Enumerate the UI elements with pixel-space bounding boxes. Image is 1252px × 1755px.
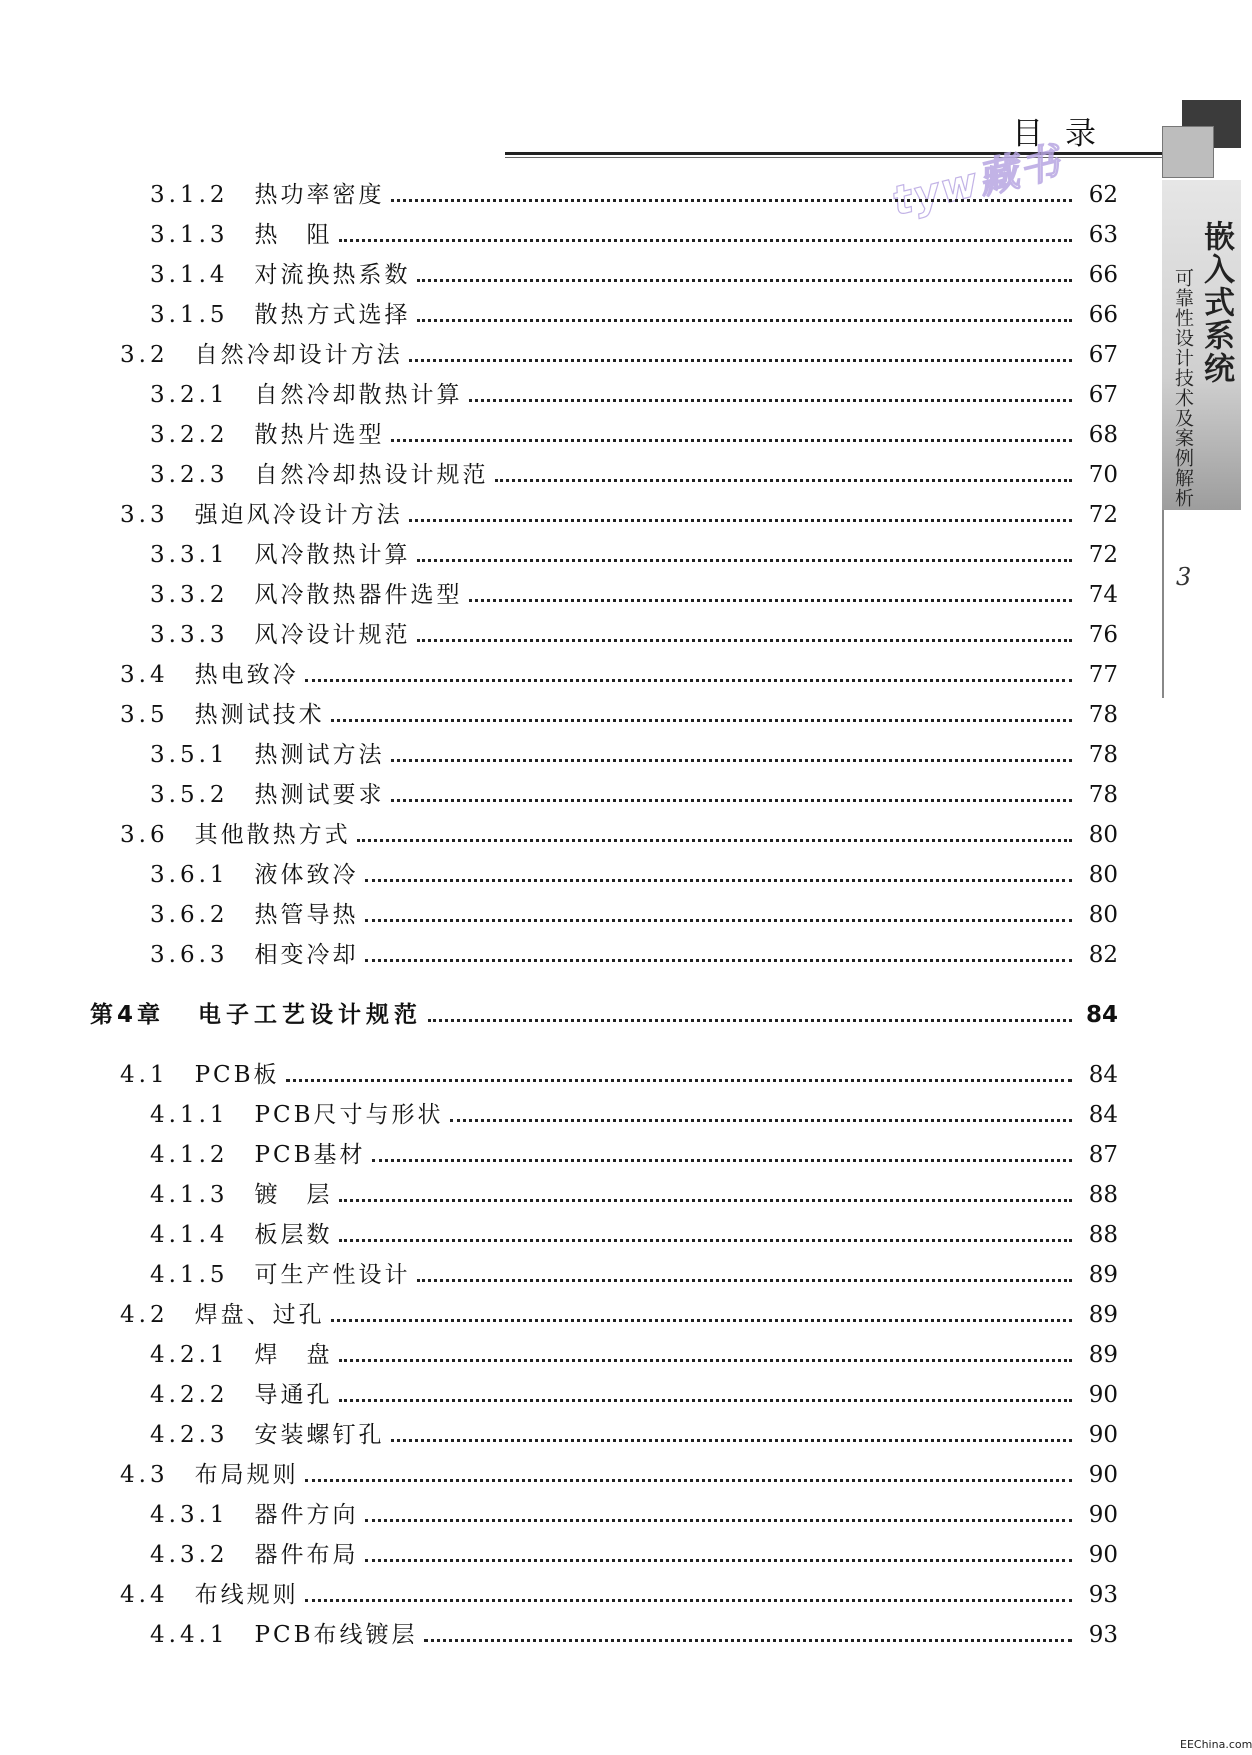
toc-entry-title: 镀 层 xyxy=(254,1182,333,1208)
dot-leader xyxy=(365,958,1072,962)
toc-entry-title: 相变冷却 xyxy=(254,942,359,968)
dot-leader xyxy=(331,1318,1072,1322)
dot-leader xyxy=(365,878,1072,882)
toc-entry-page: 77 xyxy=(1088,662,1118,688)
toc-entry-number: 4.1.1 xyxy=(150,1102,229,1128)
toc-entry-title: 液体致冷 xyxy=(254,862,359,888)
toc-entry-title: 焊盘、过孔 xyxy=(194,1302,325,1328)
toc-entry[interactable] xyxy=(120,696,1118,728)
toc-entry[interactable] xyxy=(150,1536,1118,1568)
dot-leader xyxy=(417,1278,1072,1282)
toc-entry-number: 3.6.2 xyxy=(150,902,229,928)
toc-entry-page: 72 xyxy=(1088,542,1118,568)
toc-entry-number: 4.2.1 xyxy=(150,1342,229,1368)
dot-leader xyxy=(417,638,1072,642)
toc-entry[interactable] xyxy=(150,1136,1118,1168)
toc-entry[interactable] xyxy=(150,296,1118,328)
toc-entry-title: 器件方向 xyxy=(254,1502,359,1528)
toc-entry-number: 3.2.1 xyxy=(150,382,229,408)
toc-entry-number: 3.6.3 xyxy=(150,942,229,968)
toc-entry-page: 93 xyxy=(1088,1582,1118,1608)
toc-entry-page: 62 xyxy=(1088,182,1118,208)
toc-entry-title: 风冷散热计算 xyxy=(254,542,411,568)
dot-leader xyxy=(339,1238,1072,1242)
toc-entry-number: 3.1.2 xyxy=(150,182,229,208)
toc-entry-title: 安装螺钉孔 xyxy=(254,1422,385,1448)
toc-entry-title: 热功率密度 xyxy=(254,182,385,208)
toc-entry-title: 导通孔 xyxy=(254,1382,333,1408)
toc-entry-number: 4.3.2 xyxy=(150,1542,229,1568)
dot-leader xyxy=(339,1398,1072,1402)
dot-leader xyxy=(339,238,1072,242)
toc-entry-page: 90 xyxy=(1088,1422,1118,1448)
toc-entry-number: 3.5.2 xyxy=(150,782,229,808)
toc-entry-title: 对流换热系数 xyxy=(254,262,411,288)
toc-entry-title: 布线规则 xyxy=(194,1582,299,1608)
toc-entry-title: 散热片选型 xyxy=(254,422,385,448)
dot-leader xyxy=(417,558,1072,562)
toc-entry-title: 焊 盘 xyxy=(254,1342,333,1368)
toc-entry-number: 4.1 xyxy=(120,1062,169,1088)
toc-entry[interactable] xyxy=(150,1256,1118,1288)
toc-entry-page: 87 xyxy=(1088,1142,1118,1168)
toc-entry-title: PCB板 xyxy=(194,1062,280,1088)
dot-leader xyxy=(305,1598,1072,1602)
toc-entry-page: 84 xyxy=(1088,1062,1118,1088)
toc-entry-title: 风冷设计规范 xyxy=(254,622,411,648)
toc-entry-number: 4.2.2 xyxy=(150,1382,229,1408)
toc-entry-page: 88 xyxy=(1088,1222,1118,1248)
toc-entry-page: 70 xyxy=(1088,462,1118,488)
toc-entry-title: 散热方式选择 xyxy=(254,302,411,328)
toc-entry-page: 90 xyxy=(1088,1502,1118,1528)
toc-entry[interactable] xyxy=(150,256,1118,288)
toc-entry-number: 3.3 xyxy=(120,502,169,528)
toc-entry[interactable] xyxy=(150,936,1118,968)
toc-entry[interactable] xyxy=(120,1296,1118,1328)
toc-entry-number: 4.4.1 xyxy=(150,1622,229,1648)
toc-entry[interactable] xyxy=(150,776,1118,808)
toc-entry-page: 88 xyxy=(1088,1182,1118,1208)
toc-entry-page: 66 xyxy=(1088,302,1118,328)
dot-leader xyxy=(417,318,1072,322)
dot-leader xyxy=(365,1518,1072,1522)
toc-entry-title: 热测试技术 xyxy=(194,702,325,728)
toc-entry[interactable] xyxy=(150,1176,1118,1208)
dot-leader xyxy=(339,1358,1072,1362)
toc-entry-page: 90 xyxy=(1088,1382,1118,1408)
toc-entry-number: 4.1.5 xyxy=(150,1262,229,1288)
side-tab-subtitle: 可靠性设计技术及案例解析 xyxy=(1172,268,1194,508)
toc-entry[interactable] xyxy=(120,336,1118,368)
toc-entry-page: 68 xyxy=(1088,422,1118,448)
toc-entry-page: 74 xyxy=(1088,582,1118,608)
dot-leader xyxy=(417,278,1072,282)
toc-entry[interactable] xyxy=(150,176,1118,208)
dot-leader xyxy=(469,598,1072,602)
toc-entry-page: 80 xyxy=(1088,822,1118,848)
dot-leader xyxy=(391,758,1072,762)
toc-entry-number: 第4章 xyxy=(90,1002,165,1028)
toc-entry-title: PCB基材 xyxy=(254,1142,366,1168)
dot-leader xyxy=(469,398,1072,402)
dot-leader xyxy=(305,678,1072,682)
toc-entry-page: 80 xyxy=(1088,902,1118,928)
toc-entry-title: 板层数 xyxy=(254,1222,333,1248)
toc-entry-number: 4.2.3 xyxy=(150,1422,229,1448)
toc-entry-title: 自然冷却热设计规范 xyxy=(254,462,489,488)
toc-entry-number: 3.5.1 xyxy=(150,742,229,768)
toc-entry[interactable] xyxy=(150,216,1118,248)
toc-entry[interactable] xyxy=(120,656,1118,688)
toc-entry[interactable] xyxy=(150,736,1118,768)
dot-leader xyxy=(391,198,1072,202)
dot-leader xyxy=(495,478,1072,482)
toc-entry-title: 热 阻 xyxy=(254,222,333,248)
toc-entry[interactable] xyxy=(150,616,1118,648)
toc-entry-page: 89 xyxy=(1088,1262,1118,1288)
dot-leader xyxy=(305,1478,1072,1482)
toc-entry-page: 66 xyxy=(1088,262,1118,288)
footer-credit: EEChina.com xyxy=(1180,1738,1252,1751)
toc-entry[interactable] xyxy=(150,1216,1118,1248)
toc-entry-title: 布局规则 xyxy=(194,1462,299,1488)
toc-entry-number: 4.2 xyxy=(120,1302,169,1328)
dot-leader xyxy=(365,1558,1072,1562)
dot-leader xyxy=(428,1018,1072,1022)
toc-entry-title: 热电致冷 xyxy=(194,662,299,688)
toc-entry[interactable] xyxy=(150,1416,1118,1448)
toc-entry-page: 89 xyxy=(1088,1302,1118,1328)
toc-entry-page: 67 xyxy=(1088,382,1118,408)
toc-entry-page: 72 xyxy=(1088,502,1118,528)
dot-leader xyxy=(365,918,1072,922)
toc-entry-page: 80 xyxy=(1088,862,1118,888)
toc-entry[interactable] xyxy=(120,1576,1118,1608)
toc-entry-number: 4.1.2 xyxy=(150,1142,229,1168)
dot-leader xyxy=(286,1078,1072,1082)
dot-leader xyxy=(331,718,1072,722)
page-title: 目录 xyxy=(1012,116,1118,152)
toc-entry-page: 90 xyxy=(1088,1462,1118,1488)
toc-entry-page: 63 xyxy=(1088,222,1118,248)
toc-entry-page: 67 xyxy=(1088,342,1118,368)
toc-entry-number: 3.3.1 xyxy=(150,542,229,568)
toc-entry-number: 3.2.2 xyxy=(150,422,229,448)
toc-entry[interactable] xyxy=(150,456,1118,488)
dot-leader xyxy=(372,1158,1072,1162)
toc-chapter-entry[interactable] xyxy=(90,996,1118,1028)
toc-entry[interactable] xyxy=(150,376,1118,408)
toc-entry-page: 84 xyxy=(1085,1002,1118,1028)
toc-entry[interactable] xyxy=(150,1336,1118,1368)
toc-entry[interactable] xyxy=(120,1456,1118,1488)
toc-entry-title: 热测试要求 xyxy=(254,782,385,808)
toc-entry[interactable] xyxy=(120,816,1118,848)
dot-leader xyxy=(409,358,1072,362)
side-tab-brand: 嵌入式系统 xyxy=(1198,220,1234,385)
toc-entry-title: 热测试方法 xyxy=(254,742,385,768)
toc-entry-page: 78 xyxy=(1088,782,1118,808)
dot-leader xyxy=(409,518,1072,522)
toc-entry[interactable] xyxy=(120,1056,1118,1088)
toc-entry-title: 电子工艺设计规范 xyxy=(198,1002,423,1028)
toc-entry-number: 3.1.4 xyxy=(150,262,229,288)
watermark-stamp: tyw藏书 xyxy=(887,138,1067,226)
dot-leader xyxy=(391,798,1072,802)
dot-leader xyxy=(450,1118,1072,1122)
dot-leader xyxy=(424,1638,1072,1642)
toc-entry[interactable] xyxy=(150,1616,1118,1648)
dot-leader xyxy=(391,438,1072,442)
toc-entry-number: 4.1.3 xyxy=(150,1182,229,1208)
toc-entry[interactable] xyxy=(150,856,1118,888)
toc-entry-number: 3.6 xyxy=(120,822,169,848)
dot-leader xyxy=(357,838,1072,842)
toc-entry-page: 78 xyxy=(1088,742,1118,768)
toc-entry-number: 3.3.3 xyxy=(150,622,229,648)
dot-leader xyxy=(339,1198,1072,1202)
toc-entry-title: 强迫风冷设计方法 xyxy=(194,502,403,528)
toc-entry-page: 76 xyxy=(1088,622,1118,648)
toc-entry-title: 器件布局 xyxy=(254,1542,359,1568)
toc-entry-number: 3.1.3 xyxy=(150,222,229,248)
toc-entry-number: 3.2 xyxy=(120,342,169,368)
toc-entry-title: 自然冷却设计方法 xyxy=(194,342,403,368)
toc-entry-number: 3.6.1 xyxy=(150,862,229,888)
page-number: 3 xyxy=(1176,563,1192,591)
toc-entry-number: 4.1.4 xyxy=(150,1222,229,1248)
toc-entry-page: 84 xyxy=(1088,1102,1118,1128)
toc-entry[interactable] xyxy=(120,496,1118,528)
toc-entry-title: 可生产性设计 xyxy=(254,1262,411,1288)
toc-entry-number: 4.3.1 xyxy=(150,1502,229,1528)
toc-entry-number: 3.2.3 xyxy=(150,462,229,488)
toc-entry-title: 其他散热方式 xyxy=(194,822,351,848)
toc-entry-number: 3.1.5 xyxy=(150,302,229,328)
toc-entry-title: PCB尺寸与形状 xyxy=(254,1102,444,1128)
toc-entry[interactable] xyxy=(150,1496,1118,1528)
toc-entry[interactable] xyxy=(150,416,1118,448)
toc-entry-number: 3.5 xyxy=(120,702,169,728)
toc-entry[interactable] xyxy=(150,896,1118,928)
toc-entry[interactable] xyxy=(150,1096,1118,1128)
toc-entry-title: 自然冷却散热计算 xyxy=(254,382,463,408)
toc-entry-title: 风冷散热器件选型 xyxy=(254,582,463,608)
toc-entry-page: 82 xyxy=(1088,942,1118,968)
toc-entry[interactable] xyxy=(150,1376,1118,1408)
toc-entry-number: 4.4 xyxy=(120,1582,169,1608)
toc-entry[interactable] xyxy=(150,536,1118,568)
toc-entry-number: 3.3.2 xyxy=(150,582,229,608)
toc-entry-title: 热管导热 xyxy=(254,902,359,928)
toc-entry-number: 4.3 xyxy=(120,1462,169,1488)
toc-entry-number: 3.4 xyxy=(120,662,169,688)
toc-entry[interactable] xyxy=(150,576,1118,608)
toc-entry-page: 90 xyxy=(1088,1542,1118,1568)
dot-leader xyxy=(391,1438,1072,1442)
toc-entry-page: 89 xyxy=(1088,1342,1118,1368)
toc-entry-page: 93 xyxy=(1088,1622,1118,1648)
toc-entry-title: PCB布线镀层 xyxy=(254,1622,418,1648)
toc-entry-page: 78 xyxy=(1088,702,1118,728)
